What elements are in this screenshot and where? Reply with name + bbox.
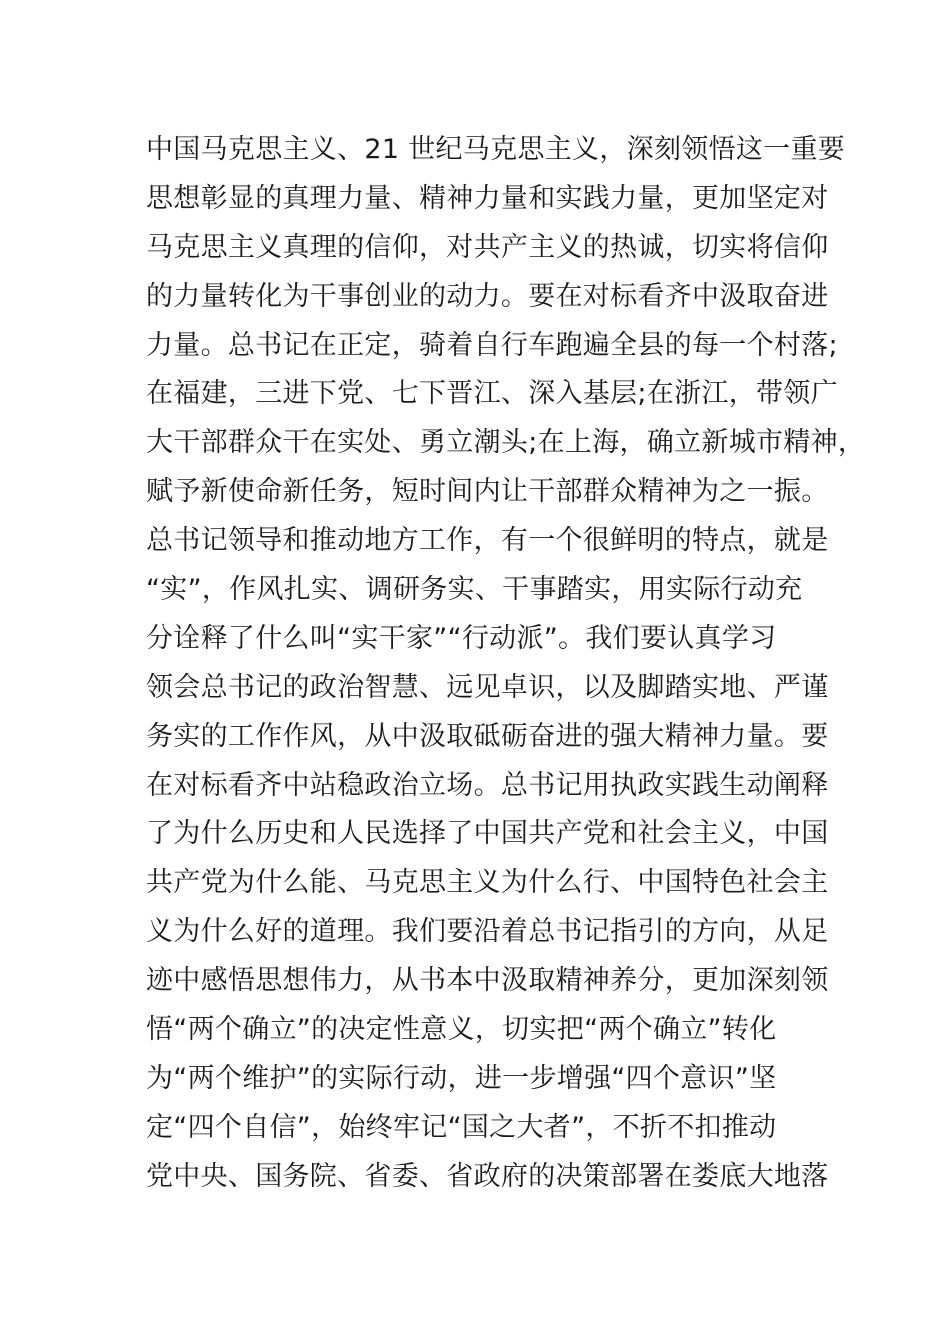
text-line: 迹中感悟思想伟力，从书本中汲取精神养分，更加深刻领 [146,965,829,997]
text-line: 在福建，三进下党、七下晋江、深入基层;在浙江，带领广 [146,378,838,410]
text-line: 领会总书记的政治智慧、远见卓识，以及脚踏实地、严谨 [146,671,829,703]
text-line: 了为什么历史和人民选择了中国共产党和社会主义，中国 [146,818,829,850]
text-line: 为“两个维护”的实际行动，进一步增强“四个意识”坚 [146,1062,777,1094]
text-line: 力量。总书记在正定，骑着自行车跑遍全县的每一个村落; [146,329,838,361]
text-line: 赋予新使命新任务，短时间内让干部群众精神为之一振。 [146,476,829,508]
body-text [146,126,866,1202]
text-line: 务实的工作作风，从中汲取砥砺奋进的强大精神力量。要 [146,720,829,752]
text-line: 党中央、国务院、省委、省政府的决策部署在娄底大地落 [146,1160,829,1192]
text-line: 在对标看齐中站稳政治立场。总书记用执政实践生动阐释 [146,769,829,801]
text-line: 分诠释了什么叫“实干家”“行动派”。我们要认真学习 [146,622,777,654]
text-line: 义为什么好的道理。我们要沿着总书记指引的方向，从足 [146,916,829,948]
text-line: 中国马克思主义、21 世纪马克思主义，深刻领悟这一重要 [146,134,846,165]
text-line: 共产党为什么能、马克思主义为什么行、中国特色社会主 [146,867,829,899]
text-line: 的力量转化为干事创业的动力。要在对标看齐中汲取奋进 [146,280,829,312]
text-line: 思想彰显的真理力量、精神力量和实践力量，更加坚定对 [146,182,829,214]
text-line: 马克思主义真理的信仰，对共产主义的热诚，切实将信仰 [146,231,829,263]
text-line: “实”，作风扎实、调研务实、干事踏实，用实际行动充 [146,574,803,606]
text-line: 定“四个自信”，始终牢记“国之大者”，不折不扣推动 [146,1111,777,1143]
text-line: 总书记领导和推动地方工作，有一个很鲜明的特点，就是 [146,525,829,557]
text-line: 悟“两个确立”的决定性意义，切实把“两个确立”转化 [146,1014,777,1046]
text-line: 大干部群众干在实处、勇立潮头;在上海，确立新城市精神， [146,427,866,459]
